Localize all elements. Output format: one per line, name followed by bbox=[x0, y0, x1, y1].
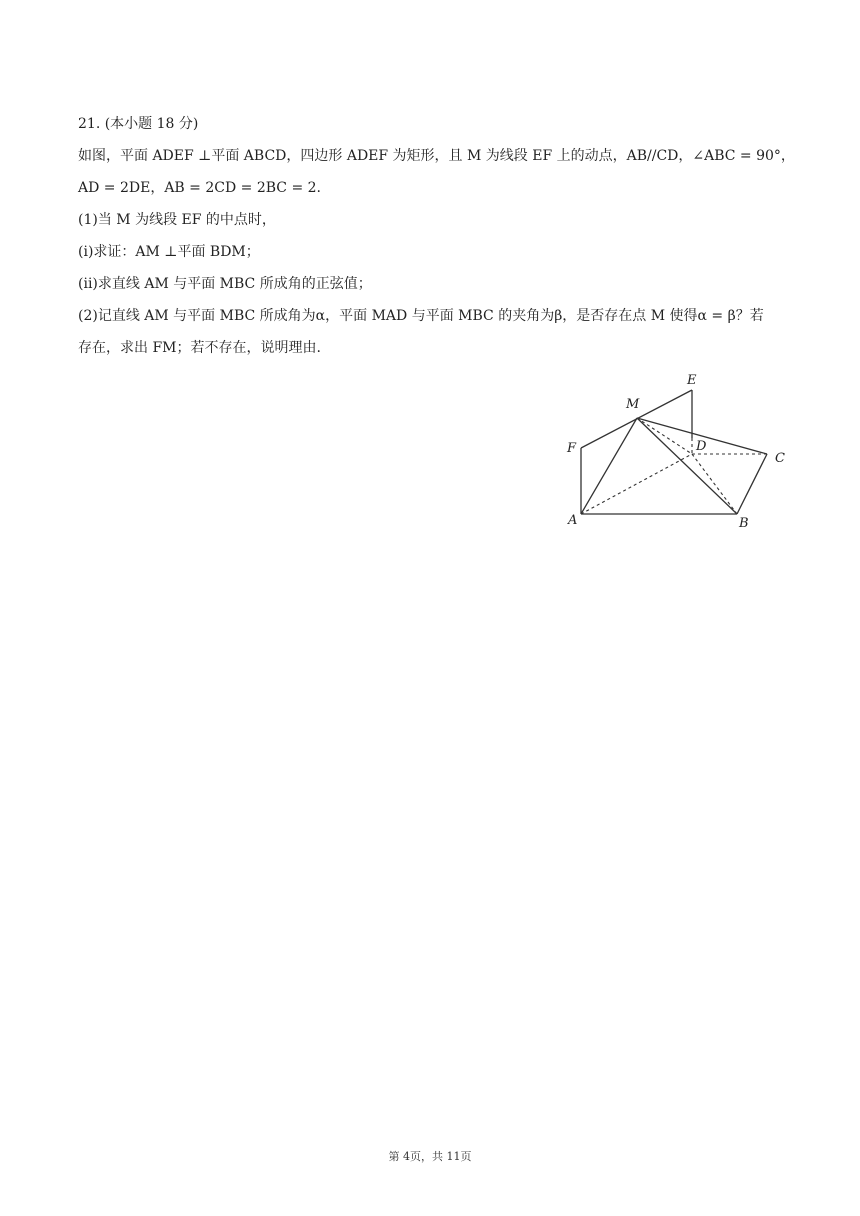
part-1-intro: (1)当 M 为线段 EF 的中点时， bbox=[78, 212, 276, 228]
part-2-line-2: 存在，求出 FM；若不存在，说明理由. bbox=[78, 340, 321, 356]
label-B: B bbox=[739, 516, 749, 531]
edge-AM bbox=[581, 418, 637, 514]
label-M: M bbox=[626, 397, 640, 412]
edge-BC bbox=[737, 454, 767, 514]
edge-AD bbox=[581, 454, 692, 514]
part-1-i: (ⅰ)求证：AM ⊥平面 BDM； bbox=[78, 244, 260, 260]
label-A: A bbox=[568, 513, 578, 528]
problem-statement-line-2: AD = 2DE，AB = 2CD = 2BC = 2. bbox=[78, 180, 321, 196]
label-E: E bbox=[687, 373, 697, 388]
label-F: F bbox=[567, 441, 577, 456]
problem-statement-line-1: 如图，平面 ADEF ⊥平面 ABCD，四边形 ADEF 为矩形，且 M 为线段 EF 上的动点，AB//CD，∠ABC = 90°， bbox=[78, 148, 795, 164]
label-D: D bbox=[696, 439, 707, 454]
part-1-ii: (ⅱ)求直线 AM 与平面 MBC 所成角的正弦值； bbox=[78, 276, 372, 292]
edge-DB bbox=[692, 454, 737, 514]
edge-MD bbox=[637, 418, 692, 454]
geometry-figure-svg bbox=[555, 366, 795, 536]
part-2-line-1: (2)记直线 AM 与平面 MBC 所成角为α，平面 MAD 与平面 MBC 的夹角为β，是否存在点 M 使得α = β？若 bbox=[78, 308, 764, 324]
solid-edges bbox=[581, 390, 767, 514]
problem-header: 21. (本小题 18 分) bbox=[78, 116, 199, 132]
geometry-figure bbox=[555, 366, 795, 536]
page-footer: 第 4页，共 11页 bbox=[388, 1150, 472, 1163]
problem-21 bbox=[78, 108, 795, 364]
label-C: C bbox=[775, 451, 785, 466]
